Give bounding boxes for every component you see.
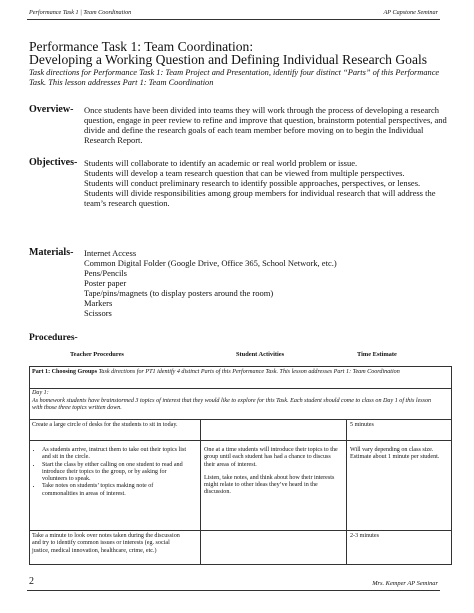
time-estimate: 5 minutes	[350, 422, 374, 428]
teacher-procedure-list	[32, 447, 188, 498]
student-activity-2: Listen, take notes, and think about how their interests might relate to other ideas they’ve heard in the discussion.	[204, 474, 335, 496]
time-estimate-2: Estimate about 1 minute per student.	[350, 454, 440, 461]
page-number: 2	[29, 576, 34, 587]
overview-text: Once students have been divided into teams they will work through the process of developing a research question, engage in peer review to refine and improve that question, brainstorm potential perspectives, and divide and define the research goals of each team member before moving on to begin the Individual Research Report.	[84, 105, 447, 145]
header-rule	[27, 19, 440, 20]
column-header-time: Time Estimate	[357, 351, 397, 358]
header-left: Performance Task 1 | Team Coordination	[29, 9, 132, 16]
overview-label: Overview-	[29, 104, 74, 115]
material-item: Poster paper	[84, 278, 127, 288]
teacher-procedure: Create a large circle of desks for the students to sit in today.	[32, 422, 178, 428]
teacher-step: • As students arrive, instruct them to take out their topics list and sit in the circle.	[42, 447, 188, 462]
material-item: Pens/Pencils	[84, 268, 127, 278]
column-divider	[346, 420, 347, 564]
objectives-label: Objectives-	[29, 157, 78, 168]
page-title: Performance Task 1: Team Coordination:	[29, 39, 254, 54]
part-description	[32, 369, 447, 376]
material-item: Common Digital Folder (Google Drive, Office 365, School Network, etc.)	[84, 258, 337, 268]
material-item: Internet Access	[84, 248, 137, 258]
objective-item: Students will collaborate to identify an academic or real world problem or issue.	[84, 158, 358, 168]
table-row	[30, 441, 451, 531]
student-activity-1: One at a time students will introduce their topics to the group until each student has had a chance to discuss their areas of interest.	[204, 447, 338, 468]
column-divider	[200, 420, 201, 564]
time-estimate	[350, 447, 445, 462]
table-row	[30, 389, 451, 420]
materials-label: Materials-	[29, 247, 74, 258]
material-item: Scissors	[84, 308, 112, 318]
teacher-procedure: Take a minute to look over notes taken during the discussion and try to identify common issues or interests (eg. social justice, medical innovation, healthcare, crime, etc.)	[32, 533, 180, 554]
table-row	[30, 367, 451, 389]
time-estimate-1: Will vary depending on class size.	[350, 447, 434, 453]
footer-rule	[27, 590, 440, 591]
procedures-label: Procedures-	[29, 333, 78, 343]
material-item: Tape/pins/magnets (to display posters around the room)	[84, 288, 274, 298]
procedures-table	[29, 366, 452, 565]
page-footer	[29, 576, 438, 590]
part-title: Part 1: Choosing Groups	[32, 369, 98, 375]
page-subtitle: Developing a Working Question and Defining Individual Research Goals	[29, 52, 428, 67]
homework-note: As homework students have brainstormed 3 topics of interest that they would like to explore for this Task. Each student should come to class on Day 1 of this lesson with those three topics written down.	[32, 398, 432, 412]
time-estimate: 2-3 minutes	[350, 533, 379, 539]
material-item: Markers	[84, 298, 113, 308]
table-row	[30, 531, 451, 564]
student-activity	[204, 447, 342, 497]
objective-item: Students will develop a team research question that can be viewed from multiple perspectives.	[84, 168, 405, 178]
day-label: Day 1:	[32, 390, 49, 396]
teacher-step: • Start the class by either calling on one student to read and introduce their topics to the group, or by asking for volunteers to speak.	[42, 462, 188, 484]
column-header-student: Student Activities	[236, 351, 285, 358]
teacher-step: • Take notes on students’ topics making note of commonalities in areas of interest.	[42, 483, 188, 498]
objectives-list	[84, 158, 450, 208]
footer-author: Mrs. Kemper AP Seminar	[372, 580, 438, 587]
part-directions: Task directions for PT1 identify 4 distinct Parts of this Performance Task. This lesson addresses Part 1: Team Coordination	[97, 369, 400, 375]
task-directions: Task directions for Performance Task 1: Team Project and Presentation, identify four distinct “Parts” of this Performance Task. This lesson addresses Part 1: Team Coordination	[29, 68, 440, 87]
materials-list	[84, 248, 450, 318]
objective-item: Students will conduct preliminary research to identify possible approaches, perspectives, or lenses.	[84, 178, 421, 188]
header-right: AP Capstone Seminar	[383, 9, 438, 16]
column-header-teacher: Teacher Procedures	[70, 351, 124, 358]
objective-item: Students will divide responsibilities among group members for individual research that will address the team’s research question.	[84, 188, 436, 208]
table-row	[30, 420, 451, 441]
